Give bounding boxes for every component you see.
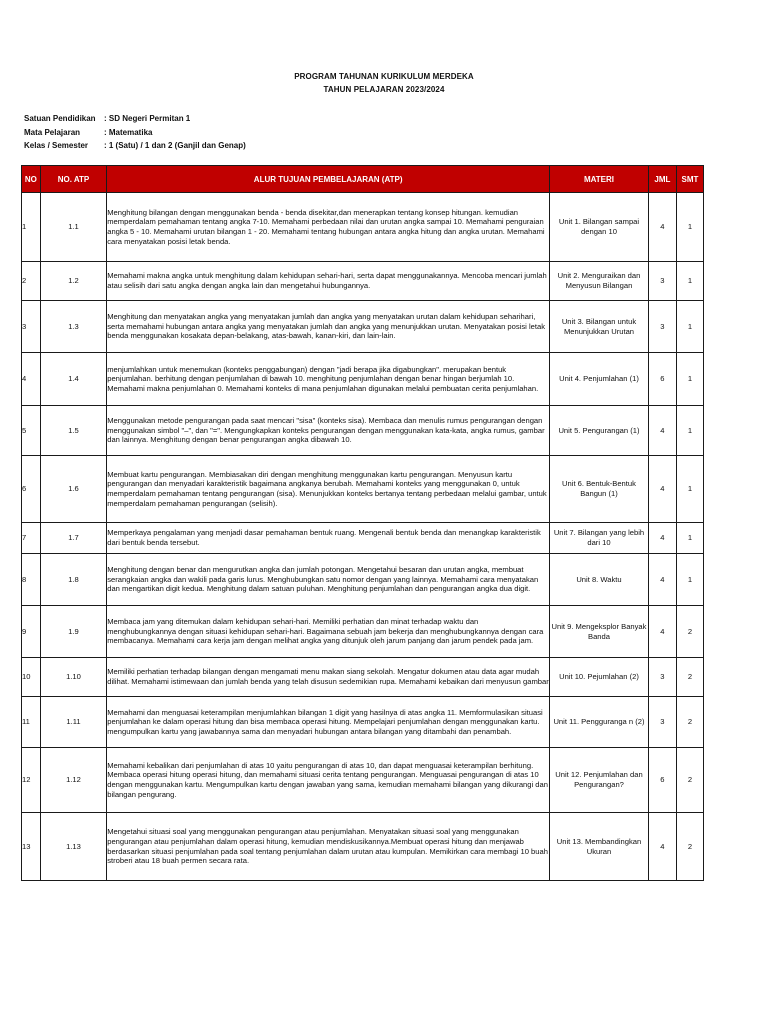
row-alur: Memahami kebalikan dari penjumlahan di atas 10 yaitu pengurangan di atas 10, dan dapat menguasai keterampilan berhitung. Membaca operasi hitung operasi hitung, dan memahami situasi cerita tentang pengurangan. Menguasai pengurangan di atas 10 dengan menggunakan kartu. Mengumpulkan kartu dengan jawaban yang sama, kemudian memahami bilangan yang dikurangi dan bilangan pengurang.: [107, 748, 550, 813]
identity-block: [24, 112, 246, 153]
row-alur: Menghitung dan menyatakan angka yang menyatakan jumlah dan angka yang menyatakan urutan dalam kehidupan seharihari, serta memahami hubungan antara angka yang menyatakan jumlah dan angka yang menunjukkan urutan. Menyatakan posisi letak benda menggunakan kosakata depan-belakang, atas-bawah, kanan-kiri, dan lain-lain.: [107, 301, 550, 353]
row-number: 11: [22, 697, 41, 748]
row-smt: 1: [676, 301, 703, 353]
row-atp-code: 1.3: [40, 301, 107, 353]
row-number: 9: [22, 606, 41, 658]
row-number: 7: [22, 523, 41, 554]
row-number: 3: [22, 301, 41, 353]
row-atp-code: 1.11: [40, 697, 107, 748]
row-materi: Unit 5. Pengurangan (1): [550, 406, 649, 456]
row-number: 1: [22, 193, 41, 262]
row-jml: 3: [648, 658, 676, 697]
identity-value: : SD Negeri Permitan 1: [104, 114, 191, 124]
row-jml: 4: [648, 456, 676, 523]
row-materi: Unit 2. Menguraikan dan Menyusun Bilangan: [550, 262, 649, 301]
table-row: [22, 523, 704, 554]
row-atp-code: 1.8: [40, 554, 107, 606]
row-smt: 1: [676, 523, 703, 554]
table-row: [22, 748, 704, 813]
row-smt: 1: [676, 456, 703, 523]
row-number: 13: [22, 813, 41, 881]
row-materi: Unit 9. Mengeksplor Banyak Banda: [550, 606, 649, 658]
row-number: 8: [22, 554, 41, 606]
row-number: 12: [22, 748, 41, 813]
row-atp-code: 1.12: [40, 748, 107, 813]
row-alur: Menghitung bilangan dengan menggunakan benda - benda disekitar,dan menerapkan tentang konsep hitungan. kemudian memperdalam pemahaman tentang angka 7-10. Memahami perbedaan nilai dan urutan angka sampai 10. Memahami penguraian angka 5 - 10. Memahami urutan bilangan 1 - 20. Memahami tentang hubungan antara angka hitung dan angka urutan. Memahami cara menyatakan posisi letak benda.: [107, 193, 550, 262]
table-row: [22, 658, 704, 697]
identity-row-school: [24, 112, 246, 126]
table-header-row: [22, 166, 704, 193]
row-number: 2: [22, 262, 41, 301]
row-alur: Menggunakan metode pengurangan pada saat mencari "sisa" (konteks sisa). Membaca dan menulis rumus pengurangan dengan menggunakan simbol "–", dan "=". Mengungkapkan konteks pengurangan dengan menggunakan kata-kata, angka rumus, gambar dan lainnya. Menghitung dengan benar pengurangan angka dibawah 10.: [107, 406, 550, 456]
row-alur: Membaca jam yang ditemukan dalam kehidupan sehari-hari. Memiliki perhatian dan minat terhadap waktu dan menghubungkannya dengan situasi kehidupan sehari-hari. Bagaimana sebuah jam bekerja dan menghubungkannya dengan cara membacanya. Memahami cara kerja jam dengan melihat angka yang ditunjuk oleh jarum panjang dan jarum pendek pada jam.: [107, 606, 550, 658]
row-alur: Membuat kartu pengurangan. Membiasakan diri dengan menghitung menggunakan kartu pengurangan. Menyusun kartu pengurangan dan menyadari karakteristik bagaimana angkanya berubah. Memahami konteks yang menggunakan 0, untuk memperdalam pemahaman tentang pengurangan (sisa). Menunjukkan konteks bertanya tentang perbedaan melalui gambar, untuk memperdalam pemahaman pengurangan (selisih).: [107, 456, 550, 523]
row-smt: 2: [676, 748, 703, 813]
column-header-smt: SMT: [676, 166, 703, 193]
row-alur: Memiliki perhatian terhadap bilangan dengan mengamati menu makan siang sekolah. Mengatur dokumen atau data agar mudah dilihat. Memahami istimewaan dan jumlah benda yang telah disusun sedemikian rupa. Memahami kebaikan dari menyusun gambar: [107, 658, 550, 697]
row-materi: Unit 4. Penjumlahan (1): [550, 353, 649, 406]
table-body: [22, 193, 704, 881]
table-row: [22, 697, 704, 748]
table-row: [22, 193, 704, 262]
row-smt: 2: [676, 813, 703, 881]
row-jml: 4: [648, 193, 676, 262]
row-atp-code: 1.9: [40, 606, 107, 658]
identity-label: Satuan Pendidikan: [24, 114, 96, 124]
column-header-alur: ALUR TUJUAN PEMBELAJARAN (ATP): [107, 166, 550, 193]
table-row: [22, 406, 704, 456]
identity-label: Kelas / Semester: [24, 141, 89, 151]
row-jml: 4: [648, 554, 676, 606]
row-jml: 3: [648, 262, 676, 301]
row-jml: 3: [648, 301, 676, 353]
row-smt: 1: [676, 193, 703, 262]
row-materi: Unit 6. Bentuk-Bentuk Bangun (1): [550, 456, 649, 523]
row-smt: 2: [676, 606, 703, 658]
atp-table: [21, 165, 704, 881]
row-smt: 2: [676, 697, 703, 748]
row-atp-code: 1.13: [40, 813, 107, 881]
row-smt: 2: [676, 658, 703, 697]
row-jml: 4: [648, 406, 676, 456]
row-alur: Menghitung dengan benar dan mengurutkan angka dan jumlah potongan. Mengetahui besaran dan urutan angka, membuat serangkaian angka dan wakili pada garis lurus. Menghubungkan satu nomor dengan yang lainnya. Memahami cara menyatakan dan mengartikan digit kedua. Menghitung dalam satuan puluhan. Menghitung penjumlahan dan pengurangan angka dua digit.: [107, 554, 550, 606]
identity-value: : 1 (Satu) / 1 dan 2 (Ganjil dan Genap): [104, 141, 246, 151]
document-subtitle: TAHUN PELAJARAN 2023/2024: [323, 85, 445, 94]
row-materi: Unit 3. Bilangan untuk Menunjukkan Urutan: [550, 301, 649, 353]
row-jml: 4: [648, 813, 676, 881]
table-row: [22, 554, 704, 606]
row-alur: Memahami dan menguasai keterampilan menjumlahkan bilangan 1 digit yang hasilnya di atas angka 11. Memformulasikan situasi penjumlahan ke dalam operasi hitung dan bisa membaca operasi hitung. Mempelajari penjumlahan dengan menggunakan kartu. mengumpulkan kartu yang jawabannya sama dan menyadari hubungan antara bilangan yang ditambahi dan penambah.: [107, 697, 550, 748]
column-header-jml: JML: [648, 166, 676, 193]
identity-row-subject: [24, 126, 246, 140]
row-jml: 6: [648, 748, 676, 813]
row-atp-code: 1.2: [40, 262, 107, 301]
row-materi: Unit 8. Waktu: [550, 554, 649, 606]
identity-value: : Matematika: [104, 127, 153, 137]
row-smt: 1: [676, 262, 703, 301]
row-smt: 1: [676, 353, 703, 406]
row-materi: Unit 13. Membandingkan Ukuran: [550, 813, 649, 881]
row-alur: Memahami makna angka untuk menghitung dalam kehidupan sehari-hari, serta dapat menggunakannya. Mencoba mencari jumlah atau selisih dari satu angka dengan angka lain dan mengetahui hubungannya.: [107, 262, 550, 301]
table-row: [22, 456, 704, 523]
identity-label: Mata Pelajaran: [24, 127, 81, 137]
row-smt: 1: [676, 406, 703, 456]
table-row: [22, 813, 704, 881]
row-alur: Mengetahui situasi soal yang menggunakan pengurangan atau penjumlahan. Menyatakan situasi soal yang menggunakan pengurangan atau penjumlahan dalam operasi hitung, kemudian mendiskusikannya.Membuat operasi hitung dan menjawab berdasarkan situasi penjumlahan pada soal tentang penjumlahan dalam urutan atau kumpulan. Memikirkan cara membagi 10 buah stroberi atau 18 buah permen secara rata.: [107, 813, 550, 881]
row-atp-code: 1.6: [40, 456, 107, 523]
row-alur: menjumlahkan untuk menemukan (konteks penggabungan) dengan "jadi berapa jika digabungkan". merupakan bentuk penjumlahan. berhitung dengan penjumlahan di bawah 10. menghitung penjumlahan dengan benar hingan berjumlah 10. Memahami makna penjumlahan 0. Memahami konteks di mana penjumlahan digunakan melalui pembuatan cerita penjumlahan.: [107, 353, 550, 406]
row-number: 6: [22, 456, 41, 523]
row-number: 10: [22, 658, 41, 697]
identity-row-class: [24, 139, 246, 153]
row-materi: Unit 1. Bilangan sampai dengan 10: [550, 193, 649, 262]
row-atp-code: 1.10: [40, 658, 107, 697]
row-jml: 3: [648, 697, 676, 748]
row-atp-code: 1.7: [40, 523, 107, 554]
column-header-no-atp: NO. ATP: [40, 166, 107, 193]
row-atp-code: 1.5: [40, 406, 107, 456]
row-alur: Memperkaya pengalaman yang menjadi dasar pemahaman bentuk ruang. Mengenali bentuk benda dan menangkap karakteristik dari bentuk benda tersebut.: [107, 523, 550, 554]
document-title: PROGRAM TAHUNAN KURIKULUM MERDEKA: [294, 72, 474, 81]
row-materi: Unit 11. Pengguranga n (2): [550, 697, 649, 748]
table-row: [22, 262, 704, 301]
row-jml: 6: [648, 353, 676, 406]
row-jml: 4: [648, 606, 676, 658]
row-materi: Unit 12. Penjumlahan dan Pengurangan?: [550, 748, 649, 813]
row-number: 5: [22, 406, 41, 456]
row-materi: Unit 10. Pejumlahan (2): [550, 658, 649, 697]
table-row: [22, 606, 704, 658]
row-smt: 1: [676, 554, 703, 606]
row-number: 4: [22, 353, 41, 406]
table-row: [22, 353, 704, 406]
column-header-no: NO: [22, 166, 41, 193]
row-atp-code: 1.1: [40, 193, 107, 262]
column-header-materi: MATERI: [550, 166, 649, 193]
row-jml: 4: [648, 523, 676, 554]
row-materi: Unit 7. Bilangan yang lebih dari 10: [550, 523, 649, 554]
row-atp-code: 1.4: [40, 353, 107, 406]
table-row: [22, 301, 704, 353]
